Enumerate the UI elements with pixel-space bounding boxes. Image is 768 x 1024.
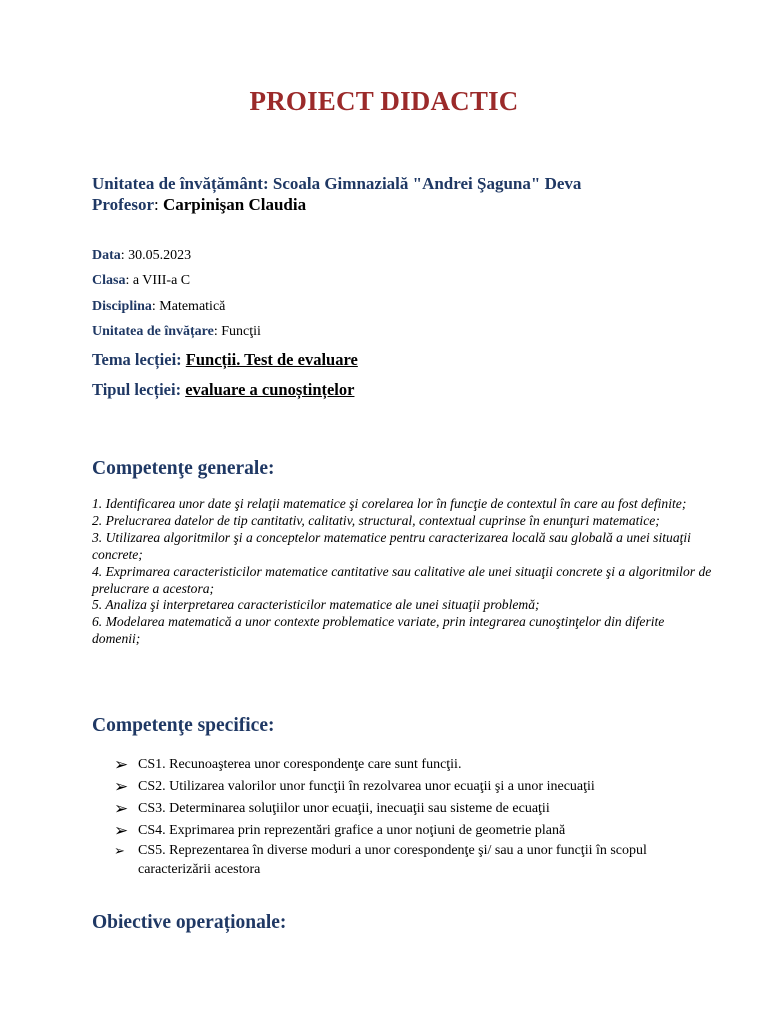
general-competence-item: 5. Analiza şi interpretarea caracteristicilor matematice ale unei situaţii problemă; — [92, 597, 540, 613]
general-competences-list — [92, 496, 712, 648]
learning-unit-line — [92, 324, 261, 340]
specific-competence-text: CS2. Utilizarea valorilor unor funcţii în rezolvarea unor ecuaţii şi a unor inecuaţii — [138, 779, 595, 794]
school-label: Unitatea de învățământ: — [92, 174, 269, 193]
discipline-value: : Matematică — [151, 299, 226, 314]
class-value: : a VIII-a C — [125, 273, 191, 288]
discipline-line — [92, 299, 225, 315]
general-competence-item: 6. Modelarea matematică a unor contexte problematice variate, prin integrarea cunoştinţelor din diferite domenii; — [92, 614, 665, 647]
general-competence-item: 4. Exprimarea caracteristicilor matematice cantitative sau calitative ale unei situaţii concrete şi a algoritmilor de prelucrare a acestora; — [92, 563, 712, 596]
learning-unit-label: Unitatea de învățare — [92, 324, 214, 339]
lesson-theme-line — [92, 350, 358, 370]
list-item — [114, 841, 674, 879]
arrow-bullet-icon: ➢ — [114, 777, 129, 796]
lesson-theme-value: Funcții. Test de evaluare — [185, 350, 358, 369]
teacher-colon: : — [154, 195, 159, 214]
class-line — [92, 273, 190, 289]
specific-competences-list — [114, 755, 674, 879]
teacher-name: Carpinişan Claudia — [158, 195, 307, 214]
school-line — [92, 174, 581, 194]
lesson-theme-label: Tema lecției: — [92, 350, 186, 369]
arrow-bullet-icon: ➢ — [114, 755, 129, 774]
arrow-bullet-icon: ➢ — [114, 799, 129, 818]
teacher-label: Profesor — [92, 195, 154, 214]
list-item — [114, 821, 674, 841]
document-title: PROIECT DIDACTIC — [249, 86, 519, 116]
class-label: Clasa — [92, 273, 126, 288]
arrow-bullet-icon: ➢ — [114, 821, 129, 840]
specific-competence-text: CS3. Determinarea soluţiilor unor ecuaţii, inecuaţii sau sisteme de ecuaţii — [138, 801, 550, 816]
teacher-line — [92, 195, 306, 215]
list-item — [114, 799, 674, 819]
date-label: Data — [92, 248, 121, 263]
specific-competences-heading: Competenţe specifice: — [92, 715, 275, 736]
general-competence-item: 1. Identificarea unor date şi relaţii matematice şi corelarea lor în funcţie de contextul în care au fost definite; — [92, 496, 687, 511]
specific-competence-text: CS5. Reprezentarea în diverse moduri a unor corespondenţe şi/ sau a unor funcţii în scopul caracterizării acestora — [138, 843, 647, 877]
general-competences-heading: Competenţe generale: — [92, 458, 275, 479]
learning-unit-value: : Funcţii — [213, 324, 261, 339]
date-value: : 30.05.2023 — [120, 248, 192, 263]
operational-objectives-heading: Obiective operaționale: — [92, 912, 287, 933]
arrow-bullet-icon: ➢ — [114, 843, 125, 858]
specific-competence-text: CS1. Recunoaşterea unor corespondenţe care sunt funcţii. — [138, 757, 462, 772]
list-item — [114, 777, 674, 797]
general-competence-item: 3. Utilizarea algoritmilor şi a conceptelor matematice pentru caracterizarea locală sau globală a unei situaţii concrete; — [92, 529, 691, 562]
discipline-label: Disciplina — [92, 299, 152, 314]
school-value: Scoala Gimnazială "Andrei Şaguna" Deva — [268, 174, 582, 193]
lesson-type-label: Tipul lecției: — [92, 380, 186, 399]
list-item — [114, 755, 674, 775]
general-competence-item: 2. Prelucrarea datelor de tip cantitativ, calitativ, structural, contextual cuprinse în enunţuri matematice; — [92, 512, 660, 528]
date-line — [92, 248, 191, 264]
lesson-type-line — [92, 380, 354, 400]
specific-competence-text: CS4. Exprimarea prin reprezentări grafice a unor noţiuni de geometrie plană — [138, 823, 566, 838]
lesson-type-value: evaluare a cunoștințelor — [185, 380, 355, 399]
